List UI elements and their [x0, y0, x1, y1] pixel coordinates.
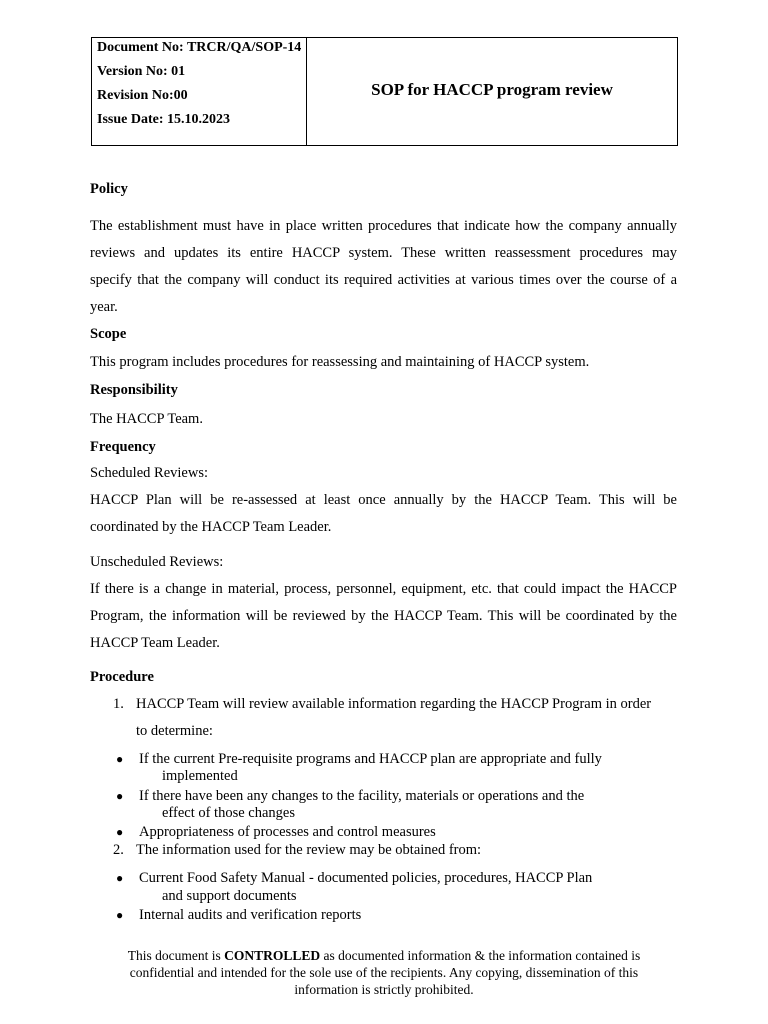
- policy-line-2: reviews and updates its entire HACCP system. These written reassessment procedures may: [90, 245, 677, 261]
- document-number: Document No: TRCR/QA/SOP-14: [97, 40, 302, 55]
- document-meta: [92, 38, 307, 145]
- unscheduled-line-3: HACCP Team Leader.: [90, 635, 220, 651]
- step-1-line-1: HACCP Team will review available information regarding the HACCP Program in order: [136, 696, 652, 712]
- footer-controlled: CONTROLLED: [224, 948, 321, 963]
- scheduled-line-2: coordinated by the HACCP Team Leader.: [90, 519, 332, 535]
- step-2-line: The information used for the review may be obtained from:: [136, 842, 482, 858]
- issue-date: Issue Date: 15.10.2023: [97, 112, 230, 127]
- step-1-bullet-2-line-1: If there have been any changes to the facility, materials or operations and the: [139, 788, 585, 804]
- scope-text: This program includes procedures for reassessing and maintaining of HACCP system.: [90, 354, 590, 370]
- document-header-table: [91, 37, 678, 146]
- revision-number: Revision No:00: [97, 88, 188, 103]
- bullet-marker: ●: [116, 908, 124, 922]
- scheduled-reviews-label: Scheduled Reviews:: [90, 465, 208, 481]
- footer-line-2: confidential and intended for the sole use of the recipients. Any copying, dissemination of this: [129, 965, 639, 980]
- step-2-bullet-1-line-2: and support documents: [162, 888, 297, 904]
- step-1-bullet-3: Appropriateness of processes and control measures: [139, 824, 436, 840]
- policy-line-3: specify that the company will conduct its required activities at various times over the course of a: [90, 272, 677, 288]
- bullet-marker: ●: [116, 825, 124, 839]
- scope-heading: Scope: [90, 326, 127, 342]
- confidentiality-footer: [96, 947, 672, 998]
- footer-line-1: [96, 947, 672, 964]
- unscheduled-line-2: Program, the information will be reviewed by the HACCP Team. This will be coordinated by the: [90, 608, 677, 624]
- responsibility-heading: Responsibility: [90, 382, 178, 398]
- version-number: Version No: 01: [97, 64, 186, 79]
- bullet-marker: ●: [116, 752, 124, 766]
- step-1-bullet-1-line-1: If the current Pre-requisite programs and HACCP plan are appropriate and fully: [139, 751, 602, 767]
- policy-line-4: year.: [90, 299, 118, 315]
- bullet-marker: ●: [116, 789, 124, 803]
- policy-heading: Policy: [90, 181, 128, 197]
- unscheduled-reviews-label: Unscheduled Reviews:: [90, 554, 224, 570]
- bullet-marker: ●: [116, 871, 124, 885]
- step-1-number: 1.: [113, 696, 124, 712]
- responsibility-text: The HACCP Team.: [90, 411, 203, 427]
- document-title: SOP for HACCP program review: [371, 79, 613, 99]
- footer-line-3: information is strictly prohibited.: [294, 982, 474, 997]
- footer-post: as documented information & the information contained is: [320, 948, 641, 963]
- step-1-bullet-2-line-2: effect of those changes: [162, 805, 295, 821]
- step-2-bullet-1-line-1: Current Food Safety Manual - documented policies, procedures, HACCP Plan: [139, 870, 593, 886]
- scheduled-line-1: HACCP Plan will be re-assessed at least once annually by the HACCP Team. This will be: [90, 492, 677, 508]
- step-1-bullet-1-line-2: implemented: [162, 768, 238, 784]
- step-2-bullet-2: Internal audits and verification reports: [139, 907, 362, 923]
- policy-line-1: The establishment must have in place written procedures that indicate how the company annually: [90, 218, 677, 234]
- frequency-heading: Frequency: [90, 439, 156, 455]
- footer-pre: This document is: [127, 948, 225, 963]
- step-2-number: 2.: [113, 842, 124, 858]
- procedure-heading: Procedure: [90, 669, 154, 685]
- unscheduled-line-1: If there is a change in material, process, personnel, equipment, etc. that could impact the HACCP: [90, 581, 677, 597]
- step-1-line-2: to determine:: [136, 723, 213, 739]
